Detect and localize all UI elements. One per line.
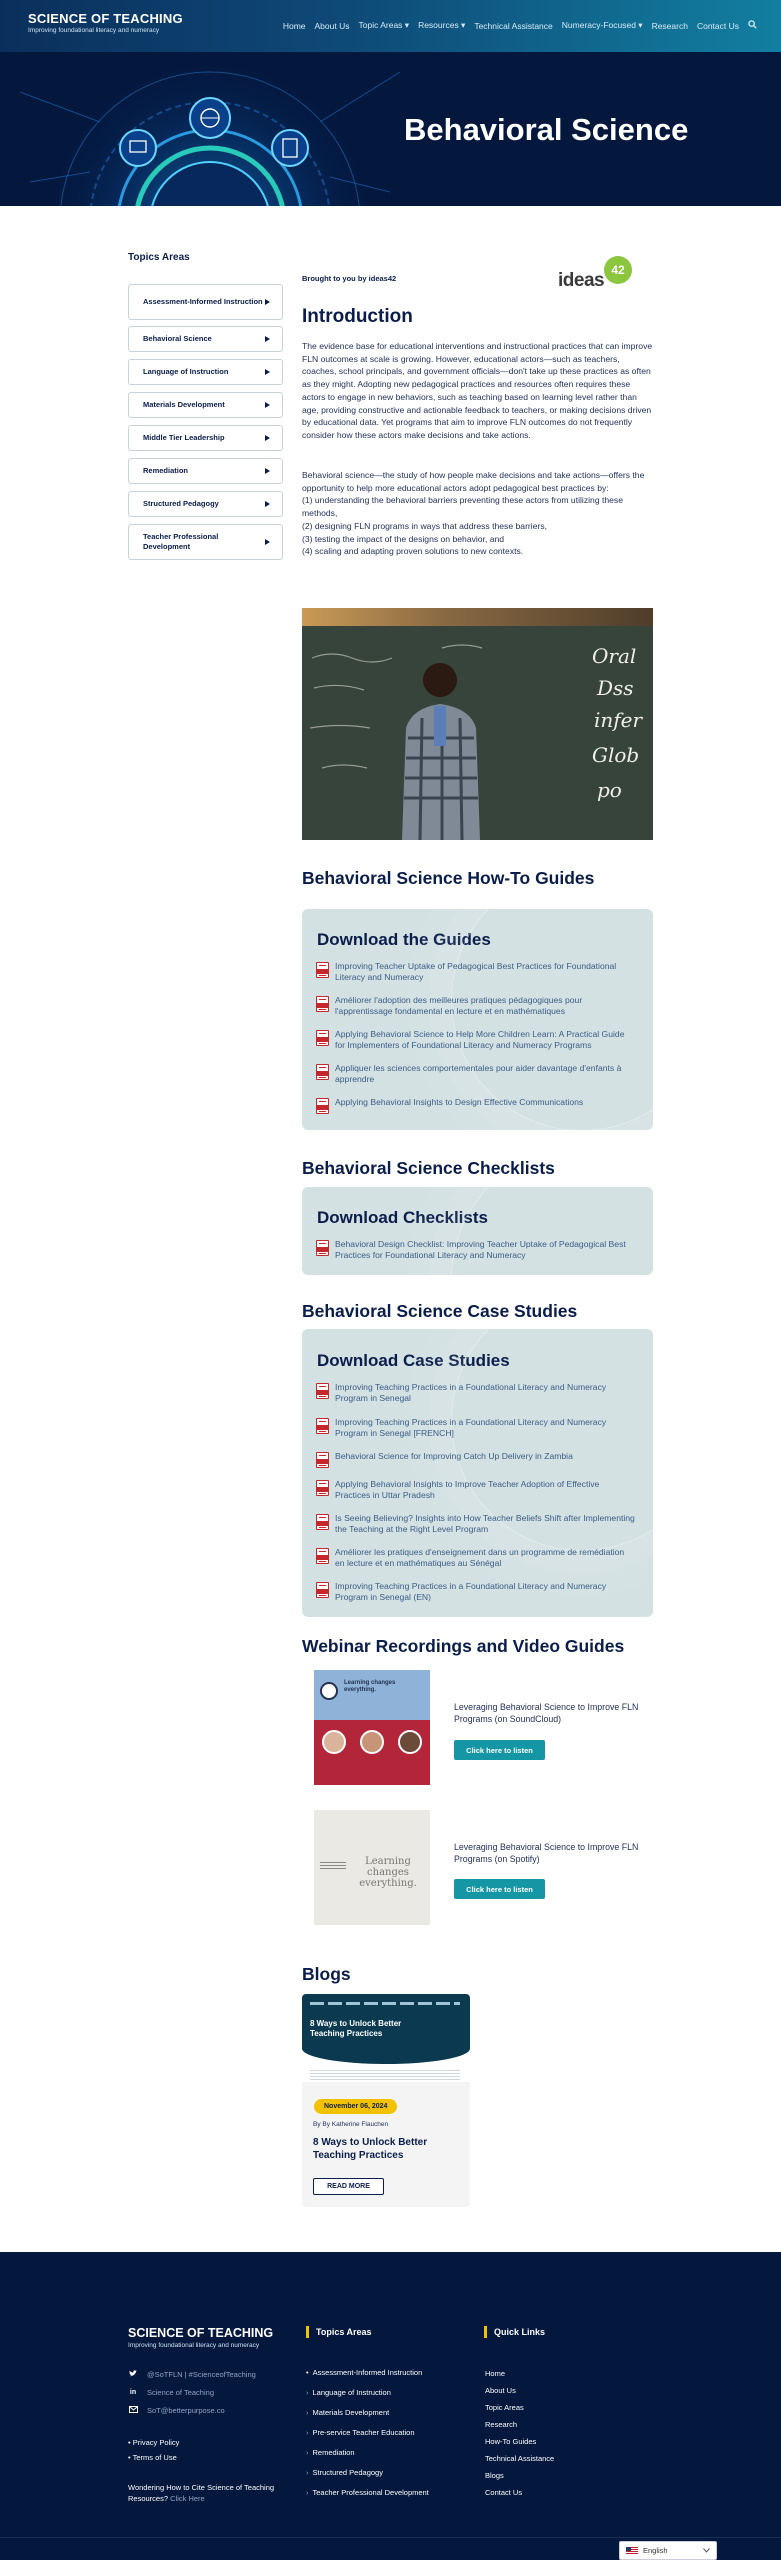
terms-of-use-label: Terms of Use xyxy=(132,2453,177,2462)
listen-soundcloud-button[interactable]: Click here to listen xyxy=(454,1740,545,1760)
twitter-handle: @SoTFLN | #ScienceofTeaching xyxy=(147,2370,256,2379)
thumbnail-logo xyxy=(320,1682,338,1700)
linkedin-icon: in xyxy=(129,2389,137,2396)
footer-topic-link[interactable]: › Language of Instruction xyxy=(306,2388,391,2397)
caret-right-icon xyxy=(265,336,270,342)
sponsor-credit: Brought to you by ideas42 xyxy=(302,274,397,283)
footer-topics-heading-label: Topics Areas xyxy=(316,2327,372,2337)
us-flag-icon xyxy=(626,2547,638,2555)
intro-paragraph-2 xyxy=(302,469,653,558)
nav-resources[interactable]: Resources ▾ xyxy=(418,20,466,30)
guide-download-link[interactable] xyxy=(316,1029,636,1051)
caret-right-icon xyxy=(265,435,270,441)
pdf-icon xyxy=(316,1418,329,1434)
nav-contact-us[interactable]: Contact Us xyxy=(696,20,739,31)
footer-logo-tagline: Improving foundational literacy and numeracy xyxy=(128,2342,260,2349)
guide-link-label: Améliorer l'adoption des meilleures pratiques pédagogiques pour l'apprentissage fondamental en lecture et en mathématiques xyxy=(335,995,583,1017)
blog-card-image xyxy=(302,1994,470,2082)
citation-note xyxy=(128,2482,298,2505)
caret-right-icon xyxy=(265,539,270,545)
footer-quick-link[interactable]: Blogs xyxy=(485,2471,504,2480)
pdf-icon xyxy=(316,1514,329,1530)
language-label: English xyxy=(643,2546,668,2555)
footer-quick-links-heading xyxy=(484,2326,545,2338)
citation-text: Wondering How to Cite Science of Teaching Resources? xyxy=(128,2483,275,2504)
pdf-icon xyxy=(316,962,329,978)
pdf-icon xyxy=(316,1064,329,1080)
caret-right-icon xyxy=(265,501,270,507)
thumbnail-caption: Learning changes everything. xyxy=(359,1856,417,1889)
footer-twitter-link[interactable] xyxy=(128,2370,256,2379)
twitter-icon xyxy=(128,2370,138,2379)
case-study-download-link[interactable] xyxy=(316,1479,636,1501)
sidebar-item-label: Behavioral Science xyxy=(143,334,212,344)
guide-download-link[interactable] xyxy=(316,1097,636,1114)
footer-quick-link[interactable]: Topic Areas xyxy=(485,2403,524,2412)
nav-about-us[interactable]: About Us xyxy=(314,20,350,31)
main-nav xyxy=(283,20,757,31)
footer-quick-link[interactable]: How-To Guides xyxy=(485,2437,537,2446)
ideas42-logo-number: 42 xyxy=(611,263,625,277)
logo-title: SCIENCE OF TEACHING xyxy=(28,11,183,26)
site-footer xyxy=(0,2252,781,2560)
chalkboard-word: infer xyxy=(594,708,643,732)
footer-email-link[interactable] xyxy=(128,2406,225,2415)
checklist-download-link[interactable] xyxy=(316,1239,636,1261)
search-icon[interactable] xyxy=(748,20,757,31)
sidebar-item-label: Language of Instruction xyxy=(143,367,229,377)
pdf-icon xyxy=(316,1452,329,1468)
case-study-link-label: Applying Behavioral Insights to Improve Teacher Adoption of Effective Practices in Uttar Pradesh xyxy=(335,1479,600,1501)
webinars-section-title: Webinar Recordings and Video Guides xyxy=(302,1636,625,1656)
checklists-panel-title: Download Checklists xyxy=(317,1208,488,1227)
footer-linkedin-link[interactable] xyxy=(128,2388,214,2397)
thumbnail-caption: Learning changes everything. xyxy=(344,1680,396,1694)
blog-date-badge: November 06, 2024 xyxy=(314,2099,397,2114)
case-study-download-link[interactable] xyxy=(316,1382,636,1404)
caret-right-icon xyxy=(265,369,270,375)
speaker-avatar xyxy=(322,1730,346,1754)
speaker-avatar xyxy=(360,1730,384,1754)
sidebar-item-label: Materials Development xyxy=(143,400,225,410)
blog-image-text-lines xyxy=(310,2070,460,2080)
footer-divider xyxy=(0,2537,781,2538)
footer-quick-link[interactable]: Contact Us xyxy=(485,2488,523,2497)
case-study-link-label: Improving Teaching Practices in a Foundational Literacy and Numeracy Program in Senegal [FRENCH] xyxy=(335,1417,607,1439)
webinar-title: Leveraging Behavioral Science to Improve FLN Programs (on SoundCloud) xyxy=(454,1702,639,1725)
blog-image-title: 8 Ways to Unlock Better Teaching Practices xyxy=(310,2019,402,2038)
checklists-panel xyxy=(302,1187,653,1275)
chalkboard-word: Dss xyxy=(597,676,634,700)
language-selector[interactable] xyxy=(619,2541,717,2560)
footer-topic-link[interactable]: › Materials Development xyxy=(306,2408,389,2417)
teacher-classroom-photo xyxy=(302,608,653,840)
webinar-thumbnail[interactable] xyxy=(314,1810,430,1925)
heading-accent-bar xyxy=(306,2326,309,2338)
guide-download-link[interactable] xyxy=(316,995,636,1017)
guide-download-link[interactable] xyxy=(316,961,636,983)
footer-quick-link[interactable]: Research xyxy=(485,2420,518,2429)
nav-technical-assistance[interactable]: Technical Assistance xyxy=(474,20,553,31)
chalkboard-word: Oral xyxy=(592,644,637,668)
nav-research[interactable]: Research xyxy=(651,20,688,31)
case-studies-panel-title: Download Case Studies xyxy=(317,1351,510,1370)
sidebar-item-teacher-professional-development[interactable] xyxy=(128,524,283,560)
guide-link-label: Applying Behavioral Insights to Design Effective Communications xyxy=(335,1097,584,1107)
blog-title[interactable]: 8 Ways to Unlock Better Teaching Practices xyxy=(313,2137,428,2161)
case-study-link-label: Behavioral Science for Improving Catch Up Delivery in Zambia xyxy=(335,1451,573,1461)
footer-topic-link[interactable]: › Teacher Professional Development xyxy=(306,2488,429,2497)
pdf-icon xyxy=(316,1582,329,1598)
ideas42-logo[interactable] xyxy=(558,256,632,290)
page-title: Behavioral Science xyxy=(404,112,689,147)
sidebar-item-label: Remediation xyxy=(143,466,189,476)
guide-link-label: Improving Teacher Uptake of Pedagogical Best Practices for Foundational Literacy and Numeracy xyxy=(335,961,617,983)
intro-paragraph-2-line: Behavioral science—the study of how people make decisions and take actions—offers the opportunity to help more educational actors adopt pedagogical best practices by: xyxy=(302,470,645,493)
sidebar-item-structured-pedagogy[interactable] xyxy=(128,491,283,517)
case-study-download-link[interactable] xyxy=(316,1581,636,1603)
case-studies-panel xyxy=(302,1329,653,1617)
guides-section-title: Behavioral Science How-To Guides xyxy=(302,868,595,888)
site-header xyxy=(0,0,781,52)
ideas42-logo-text: ideas xyxy=(558,270,605,291)
footer-quick-links-heading-label: Quick Links xyxy=(494,2327,546,2337)
caret-right-icon xyxy=(265,299,270,305)
sidebar-item-behavioral-science[interactable] xyxy=(128,326,283,352)
nav-home[interactable]: Home xyxy=(282,20,306,31)
terms-of-use-link[interactable]: • Terms of Use xyxy=(128,2453,177,2462)
sidebar-heading: Topics Areas xyxy=(128,252,190,263)
sidebar-item-assessment-informed-instruction[interactable] xyxy=(128,284,283,320)
webinar-thumbnail[interactable] xyxy=(314,1670,430,1785)
sidebar-item-remediation[interactable] xyxy=(128,458,283,484)
pdf-icon xyxy=(316,1030,329,1046)
guides-panel-title: Download the Guides xyxy=(317,930,491,949)
guide-link-label: Appliquer les sciences comportementales pour aider davantage d'enfants à apprendre xyxy=(335,1063,622,1085)
guide-link-label: Applying Behavioral Science to Help More Children Learn: A Practical Guide for Implementers of Foundational Literacy and Numeracy Programs xyxy=(335,1029,625,1051)
intro-heading: Introduction xyxy=(302,306,413,327)
site-logo[interactable] xyxy=(28,11,183,34)
guide-download-link[interactable] xyxy=(316,1063,636,1085)
case-study-link-label: Améliorer les pratiques d'enseignement dans un programme de remédiation en lecture et en mathématiques au Sénégal xyxy=(335,1547,625,1569)
linkedin-name: Science of Teaching xyxy=(147,2388,214,2397)
page-hero xyxy=(0,52,781,206)
sidebar-item-label: Teacher Professional Development xyxy=(143,532,219,551)
thumbnail-logo xyxy=(320,1862,346,1871)
pdf-icon xyxy=(316,1240,329,1256)
guides-panel xyxy=(302,909,653,1130)
blog-image-nav xyxy=(310,2002,460,2005)
footer-topic-link[interactable]: › Remediation xyxy=(306,2448,355,2457)
sidebar-item-language-of-instruction[interactable] xyxy=(128,359,283,385)
read-more-button[interactable]: READ MORE xyxy=(313,2178,384,2195)
caret-right-icon xyxy=(265,468,270,474)
chevron-down-icon xyxy=(703,2546,710,2555)
intro-paragraph-1: The evidence base for educational interventions and instructional practices that can improve FLN outcomes at scale is growing. However, educational actors—such as teachers, coaches, school principals, and government officials—don't take up these practices as often as they might. Adopting new pedagogical practices and resources often requires these actors to engage in new behaviors, such as teaching based on learning level rather than age, providing constructive and actionable feedback to teachers, or making decisions driven by educational data. Yet programs that aim to improve FLN outcomes do not frequently consider how these actors make decisions and take actions. xyxy=(302,341,653,441)
ideas42-logo-badge xyxy=(604,256,632,284)
intro-paragraph-2-line: (2) designing FLN programs in ways that address these barriers, xyxy=(302,520,548,531)
sidebar-item-label: Middle Tier Leadership xyxy=(143,433,225,443)
caret-right-icon xyxy=(265,402,270,408)
pdf-icon xyxy=(316,1480,329,1496)
footer-topics-heading xyxy=(306,2326,372,2338)
footer-quick-link[interactable]: About Us xyxy=(485,2386,516,2395)
nav-numeracy-focused[interactable]: Numeracy-Focused ▾ xyxy=(561,20,643,30)
footer-quick-link[interactable]: Home xyxy=(485,2369,506,2378)
case-study-download-link[interactable] xyxy=(316,1451,636,1468)
blogs-section-title: Blogs xyxy=(302,1964,351,1984)
intro-paragraph-2-line: (1) understanding the behavioral barriers preventing these actors from utilizing these methods, xyxy=(302,495,624,519)
pdf-icon xyxy=(316,1548,329,1564)
checklists-section-title: Behavioral Science Checklists xyxy=(302,1158,555,1178)
case-study-link-label: Is Seeing Believing? Insights into How Teacher Beliefs Shift after Implementing the Teaching at the Right Level Program xyxy=(335,1513,635,1535)
checklist-link-label: Behavioral Design Checklist: Improving Teacher Uptake of Pedagogical Best Practices for Foundational Literacy and Numeracy xyxy=(335,1239,626,1261)
pdf-icon xyxy=(316,1098,329,1114)
intro-paragraph-2-line: (3) testing the impact of the designs on behavior, and xyxy=(302,533,505,544)
sidebar-item-middle-tier-leadership[interactable] xyxy=(128,425,283,451)
heading-accent-bar xyxy=(484,2326,487,2338)
chalkboard-word: po xyxy=(597,778,622,802)
pdf-icon xyxy=(316,1383,329,1399)
blog-author: By By Katherine Flauchen xyxy=(313,2121,389,2128)
privacy-policy-link[interactable]: • Privacy Policy xyxy=(128,2438,180,2447)
pdf-icon xyxy=(316,996,329,1012)
email-icon xyxy=(128,2406,138,2415)
footer-quick-link[interactable]: Technical Assistance xyxy=(485,2454,555,2463)
case-study-download-link[interactable] xyxy=(316,1417,636,1439)
nav-topic-areas[interactable]: Topic Areas ▾ xyxy=(358,20,410,30)
chalkboard-word: Glob xyxy=(592,743,640,767)
footer-topic-link[interactable]: › Structured Pedagogy xyxy=(306,2468,383,2477)
footer-topic-link[interactable]: › Pre-service Teacher Education xyxy=(306,2428,415,2437)
privacy-policy-label: Privacy Policy xyxy=(132,2438,180,2447)
listen-spotify-button[interactable]: Click here to listen xyxy=(454,1879,545,1899)
intro-paragraph-2-line: (4) scaling and adapting proven solutions to new contexts. xyxy=(302,546,524,557)
case-study-download-link[interactable] xyxy=(316,1513,636,1535)
case-study-link-label: Improving Teaching Practices in a Foundational Literacy and Numeracy Program in Senegal (EN) xyxy=(335,1581,607,1603)
contact-email: SoT@betterpurpose.co xyxy=(147,2406,225,2415)
blog-card[interactable] xyxy=(302,1994,470,2207)
webinar-title: Leveraging Behavioral Science to Improve FLN Programs (on Spotify) xyxy=(454,1842,639,1865)
logo-tagline: Improving foundational literacy and numeracy xyxy=(28,27,160,34)
sidebar-item-label: Assessment-Informed Instruction xyxy=(143,297,263,307)
sidebar-item-label: Structured Pedagogy xyxy=(143,499,219,509)
case-study-link-label: Improving Teaching Practices in a Foundational Literacy and Numeracy Program in Senegal xyxy=(335,1382,607,1404)
citation-link[interactable]: Click Here xyxy=(170,2494,205,2504)
footer-logo-title[interactable]: SCIENCE OF TEACHING xyxy=(128,2326,274,2340)
sidebar-item-materials-development[interactable] xyxy=(128,392,283,418)
case-studies-section-title: Behavioral Science Case Studies xyxy=(302,1301,578,1321)
case-study-download-link[interactable] xyxy=(316,1547,636,1569)
speaker-avatar xyxy=(398,1730,422,1754)
footer-topic-link[interactable]: • Assessment-Informed Instruction xyxy=(306,2368,422,2377)
